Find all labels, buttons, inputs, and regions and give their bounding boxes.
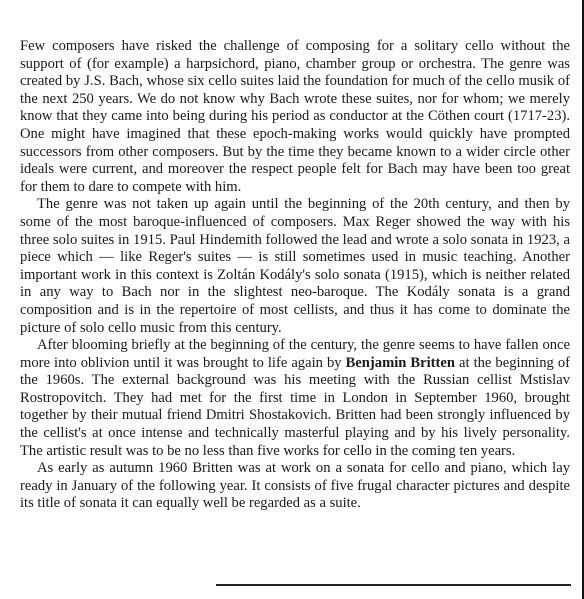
paragraph-twentieth-century: The genre was not taken up again until the beginning of the 20th century, and then by some of the most baroque-influenced of composers. Max Reger showed the way with his three solo suites in 1915. Paul Hindemith followed the lead and wrote a solo sonata in 1923, a piece which — like Reger's suites — is still sometimes used in music teaching. Another important work in this context is Zoltán Kodály's solo sonata (1915), which is neither related in any way to Bach nor in the slightest neo-baroque. The Kodály sonata is a grand composition and is in the repertoire of most cellists, and thus it has come to dominate the picture of solo cello music from this century. bbox=[20, 196, 570, 336]
paragraph-sonata: As early as autumn 1960 Britten was at work on a sonata for cello and piano, which lay ready in January of the following year. It consists of five frugal character pictures and despite its title of sonata it can equally well be regarded as a suite. bbox=[20, 460, 570, 512]
paragraph-intro: Few composers have risked the challenge of composing for a solitary cello without the support of (for example) a harpsichord, piano, chamber group or orchestra. The genre was created by J.S. Bach, whose six cello suites laid the foundation for much of the cello musik of the next 250 years. We do not know why Bach wrote these suites, nor for whom; we merely know that they came into being during his period as conductor at the Cöthen court (1717-23). One might have imagined that these epoch-making works would quickly have prompted successors from other composers. But by the time they became known to a wider circle other ideals were current, and moreover the respect people felt for Bach may have been too great for them to dare to compete with him. bbox=[20, 38, 570, 195]
britten-name-bold: Benjamin Britten bbox=[345, 354, 455, 371]
paragraph-britten bbox=[20, 337, 570, 460]
paragraph-britten-after: at the beginning of the 1960s. The external background was his meeting with the Russian cellist Mstislav Rostropovitch. They had met for the first time in London in September 1960, brought together by their mutual friend Dmitri Shostakovich. Britten had been strongly influenced by the cellist's at once intense and technically masterful playing and by his lively personality. The artistic result was to be no less than five works for cello in the coming ten years. bbox=[20, 354, 570, 459]
document-body bbox=[20, 38, 570, 513]
paragraph-britten-before: After blooming briefly at the beginning of the century, the genre seems to have fallen once more into oblivion until it was brought to life again by bbox=[20, 337, 570, 371]
bottom-rule bbox=[216, 584, 571, 586]
